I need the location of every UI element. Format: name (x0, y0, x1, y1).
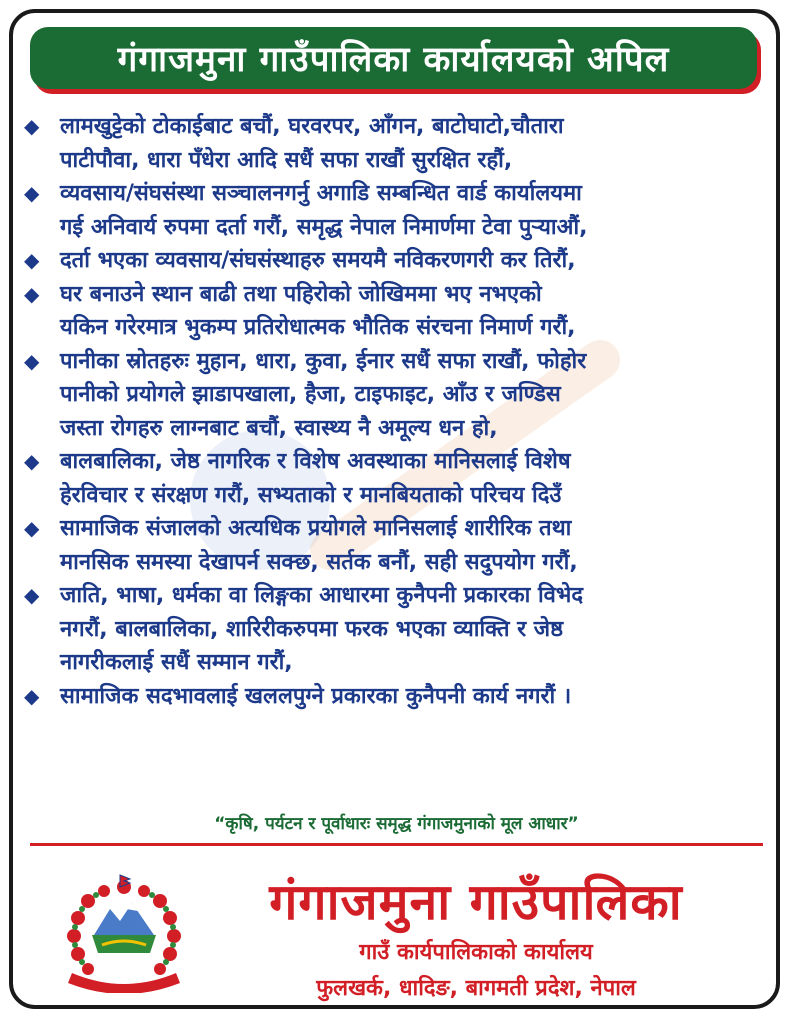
appeal-list (24, 110, 764, 713)
list-item: ◆ सामाजिक सदभावलाई खललपुग्ने प्रकारका कुनैपनी कार्य नगरौं । (24, 680, 764, 714)
organization-name: गंगाजमुना गाउँपालिका (269, 873, 683, 931)
diamond-bullet-icon: ◆ (24, 516, 40, 540)
nepal-government-emblem-icon (58, 873, 190, 993)
list-item: ◆ लामखुट्टेको टोकाईबाट बचौं, घरवरपर, आँगन, बाटोघाटो,चौतारा पाटीपौवा, धारा पँधेरा आदि सधैं सफा राखौं सुरक्षित रहौं, (24, 110, 764, 177)
diamond-bullet-icon: ◆ (24, 181, 40, 205)
diamond-bullet-icon: ◆ (24, 114, 40, 138)
page-title: गंगाजमुना गाउँपालिका कार्यालयको अपिल (117, 39, 670, 80)
list-item: ◆ बालबालिका, जेष्ठ नागरिक र विशेष अवस्थाका मानिसलाई विशेष हेरविचार र संरक्षण गरौं, सभ्यताको र मानबियताको परिचय दिउँ (24, 445, 764, 512)
list-item: ◆ घर बनाउने स्थान बाढी तथा पहिरोको जोखिममा भए नभएको यकिन गरेरमात्र भुकम्प प्रतिरोधात्मक भौतिक संरचना निमार्ण गरौं, (24, 278, 764, 345)
diamond-bullet-icon: ◆ (24, 348, 40, 373)
diamond-bullet-icon: ◆ (24, 683, 40, 708)
diamond-bullet-icon: ◆ (24, 248, 40, 272)
list-item: ◆ सामाजिक संजालको अत्यधिक प्रयोगले मानिसलाई शारीरिक तथा मानसिक समस्या देखापर्न सक्छ, सर्तक बनौं, सही सदुपयोग गरौं, (24, 512, 764, 579)
diamond-bullet-icon: ◆ (24, 449, 40, 473)
office-name: गाउँ कार्यपालिकाको कार्यालय (359, 940, 593, 965)
list-item: ◆ पानीका स्रोतहरुः मुहान, धारा, कुवा, ईनार सधैं सफा राखौं, फोहोर पानीको प्रयोगले झाडापखाला, हैजा, टाइफाइट, आँउ र जण्डिस जस्ता रोगहरु लाग्नबाट बचौं, स्वास्थ्य नै अमूल्य धन हो, (24, 345, 764, 446)
motto-text: “कृषि, पर्यटन र पूर्वाधारः समृद्ध गंगाजमुनाको मूल आधार” (214, 814, 579, 834)
list-item: ◆ व्यवसाय/संघसंस्था सञ्चालनगर्नु अगाडि सम्बन्धित वार्ड कार्यालयमा गई अनिवार्य रुपमा दर्ता गरौं, समृद्ध नेपाल निमार्णमा टेवा पुऱ्याऔं, (24, 177, 764, 244)
title-banner (30, 27, 757, 89)
list-item: ◆ जाति, भाषा, धर्मका वा लिङ्गका आधारमा कुनैपनी प्रकारका विभेद नगरौं, बालबालिका, शारिरीकरुपमा फरक भएका व्याक्ति र जेष्ठ नागरीकलाई सधैं सम्मान गरौं, (24, 579, 764, 680)
diamond-bullet-icon: ◆ (24, 281, 40, 306)
diamond-bullet-icon: ◆ (24, 583, 40, 607)
list-item: ◆ दर्ता भएका व्यवसाय/संघसंस्थाहरु समयमै नविकरणगरी कर तिरौं, (24, 244, 764, 278)
footer-divider (30, 843, 763, 846)
office-address: फुलखर्क, धादिङ, बागमती प्रदेश, नेपाल (316, 976, 636, 1001)
